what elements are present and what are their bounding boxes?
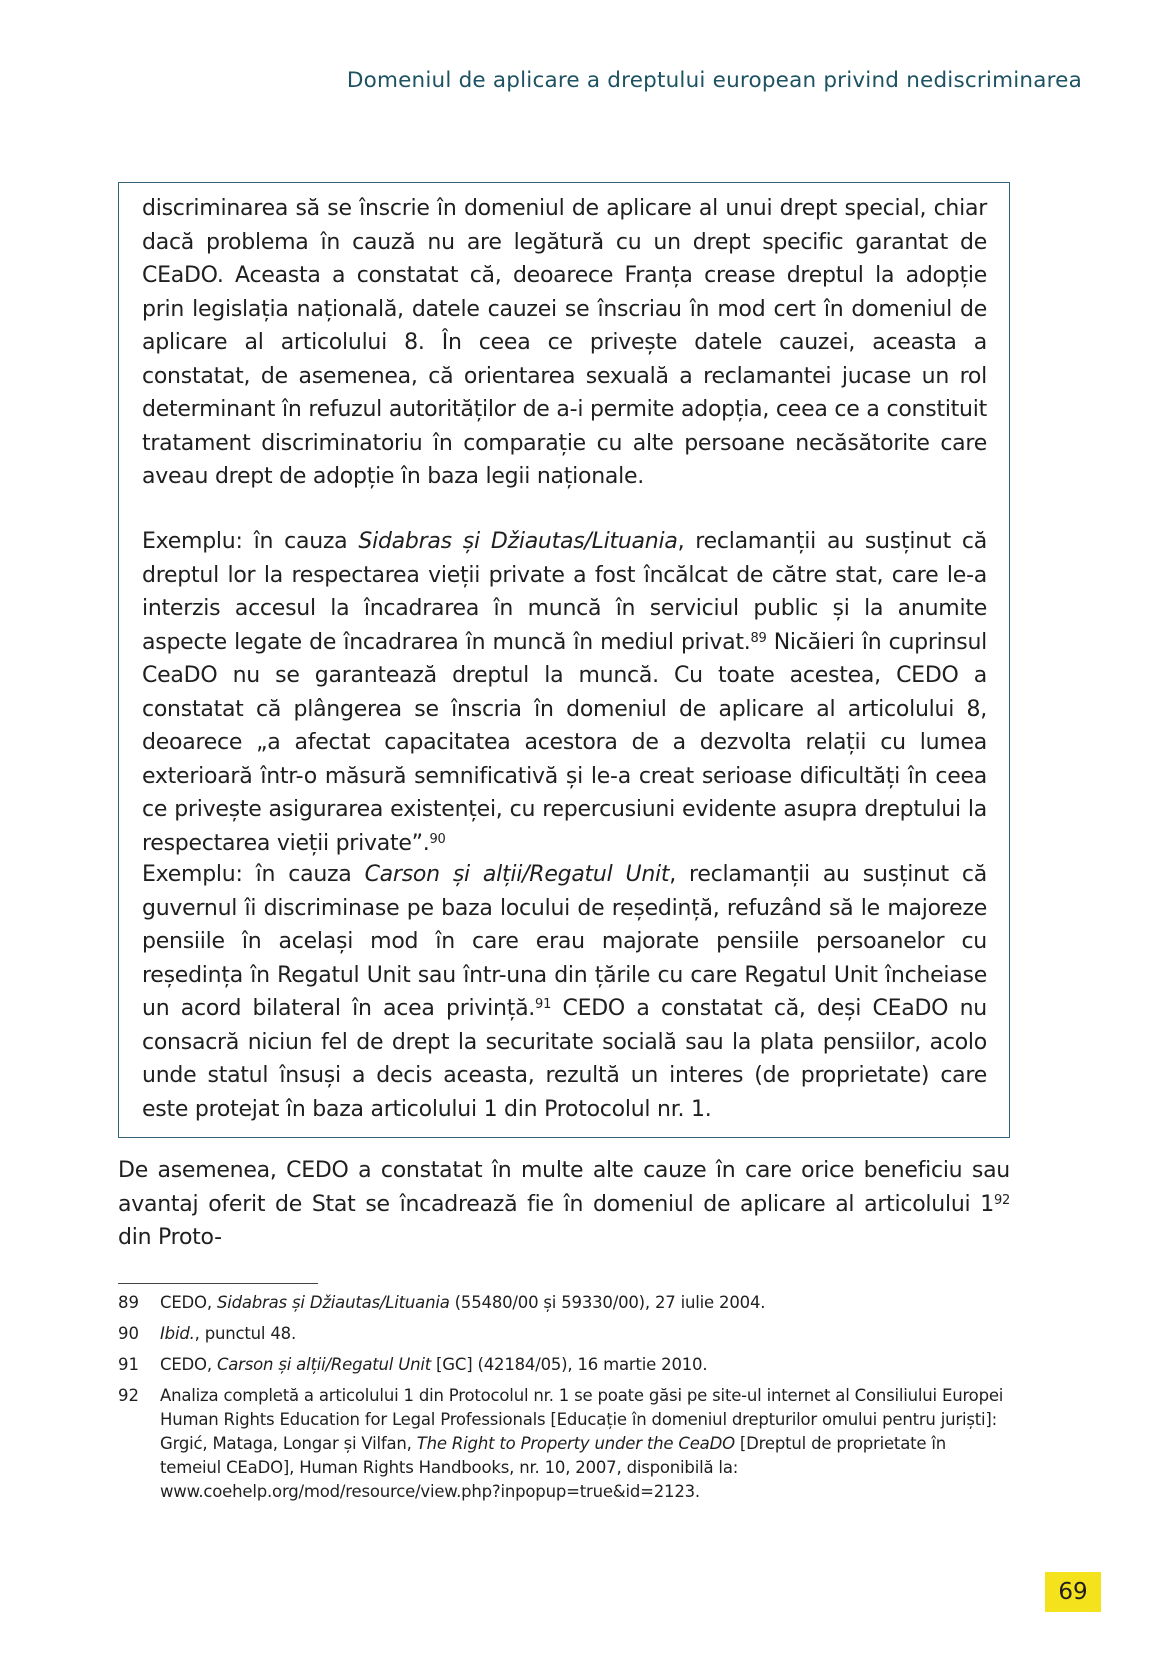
footnote-number: 92 [118, 1386, 139, 1405]
example-carson [142, 858, 987, 1126]
footnote-ref-89[interactable]: 89 [750, 630, 767, 646]
example-text: , reclamanții au susținut că dreptul lor la respectarea vieții private a fost încălcat de către stat, care le-a interzis accesul la încadrarea în muncă în serviciul public și la anumite aspecte legate de încadrarea în muncă în mediul privat. [142, 529, 987, 655]
footnote-text [160, 1291, 1010, 1315]
example-lead: Exemplu: în cauza [142, 529, 359, 554]
case-name: Carson și alții/Regatul Unit [364, 862, 670, 887]
footnote-rest: (55480/00 și 59330/00), 27 iulie 2004. [449, 1293, 766, 1312]
footnote-number: 90 [118, 1324, 139, 1343]
footnote-91 [118, 1353, 1010, 1379]
footnote-case-name: Sidabras și Džiautas/Lituania [216, 1293, 450, 1312]
footnote-lead: Analiza completă a articolului 1 din Protocolul nr. 1 se poate găsi pe site-ul internet al Consiliului Europei Human Rights Education for Legal Professionals [Educație în domeniul drepturilor omului pentru juriști]: Grgić, Mataga, Longar și Vilfan, [160, 1386, 1004, 1453]
footnote-case-name: Ibid. [160, 1324, 195, 1343]
body-text: din Proto- [118, 1225, 222, 1250]
footnote-ref-91[interactable]: 91 [535, 997, 552, 1012]
footnote-89 [118, 1291, 1010, 1317]
example-text: CEDO a constatat că, deși CEaDO nu consacră niciun fel de drept la securitate socială sau la plata pensiilor, acolo unde statul însuși a decis aceasta, rezultă un interes (de proprietate) care este protejat în baza articolului 1 din Protocolul nr. 1. [142, 996, 987, 1122]
body-paragraph [118, 1154, 1010, 1255]
footnote-text [160, 1353, 1010, 1377]
example-text: , reclamanții au susținut că guvernul îi discriminase pe baza locului de reședință, refuzând să le majoreze pensiile în același mod în care erau majorate pensiile persoanelor cu reședința în Regatul Unit sau într-una din țările cu care Regatul Unit încheiase un acord bilateral în acea privință. [142, 862, 987, 1021]
footnote-ref-92[interactable]: 92 [993, 1192, 1010, 1208]
footnote-case-name: The Right to Property under the CeaDO [416, 1434, 735, 1453]
example-lead: Exemplu: în cauza [142, 862, 365, 887]
footnote-92 [118, 1384, 1010, 1514]
example-box [118, 182, 1010, 1138]
footnote-rest: , punctul 48. [194, 1324, 297, 1343]
footnote-90 [118, 1322, 1010, 1348]
footnote-case-name: Carson și alții/Regatul Unit [216, 1355, 432, 1374]
body-text: De asemenea, CEDO a constatat în multe alte cauze în care orice beneficiu sau avantaj oferit de Stat se încadrează fie în domeniul de aplicare al articolului 1 [118, 1158, 1010, 1217]
footnote-rest: [Dreptul de proprietate în temeiul CEaDO], Human Rights Handbooks, nr. 10, 2007, disponibilă la: www.coehelp.org/mod/resource/view.php?inpopup=true&id=2123. [160, 1434, 947, 1501]
footnote-number: 89 [118, 1293, 139, 1312]
page-number: 69 [1045, 1572, 1101, 1612]
paragraph-text: discriminarea să se înscrie în domeniul de aplicare al unui drept special, chiar dacă problema în cauză nu are legătură cu un drept specific garantat de CEaDO. Aceasta a constatat că, deoarece Franța crease dreptul la adopție prin legislația națională, datele cauzei se înscriau în mod cert în domeniul de aplicare al articolului 8. În ceea ce privește datele cauzei, aceasta a constatat, de asemenea, că orientarea sexuală a reclamantei jucase un rol determinant în refuzul autorităților de a-i permite adopția, ceea ce a constituit tratament discriminatoriu în comparație cu alte persoane necăsătorite care aveau drept de adopție în baza legii naționale. [142, 196, 987, 489]
footnote-ref-90[interactable]: 90 [429, 831, 446, 847]
footnote-lead: CEDO, [160, 1293, 217, 1312]
footnote-rest: [GC] (42184/05), 16 martie 2010. [431, 1355, 708, 1374]
box-paragraph-1 [142, 192, 987, 494]
footnote-text [160, 1322, 1010, 1346]
footnote-separator [118, 1283, 318, 1284]
example-sidabras [142, 525, 987, 860]
running-header-title: Domeniul de aplicare a dreptului european privind nediscriminarea [346, 68, 1082, 93]
footnote-number: 91 [118, 1355, 139, 1374]
case-name: Sidabras și Džiautas/Lituania [358, 529, 678, 554]
footnote-lead: CEDO, [160, 1355, 217, 1374]
example-text: Nicăieri în cuprinsul CeaDO nu se garantează dreptul la muncă. Cu toate acestea, CEDO a constatat că plângerea se înscria în domeniul de aplicare al articolului 8, deoarece „a afectat capacitatea acestora de a dezvolta relații cu lumea exterioară într-o măsură semnificativă și le-a creat serioase dificultăți în ceea ce privește asigurarea existenței, cu repercusiuni evidente asupra dreptului la respectarea vieții private”. [142, 629, 988, 856]
footnote-text [160, 1384, 1010, 1504]
